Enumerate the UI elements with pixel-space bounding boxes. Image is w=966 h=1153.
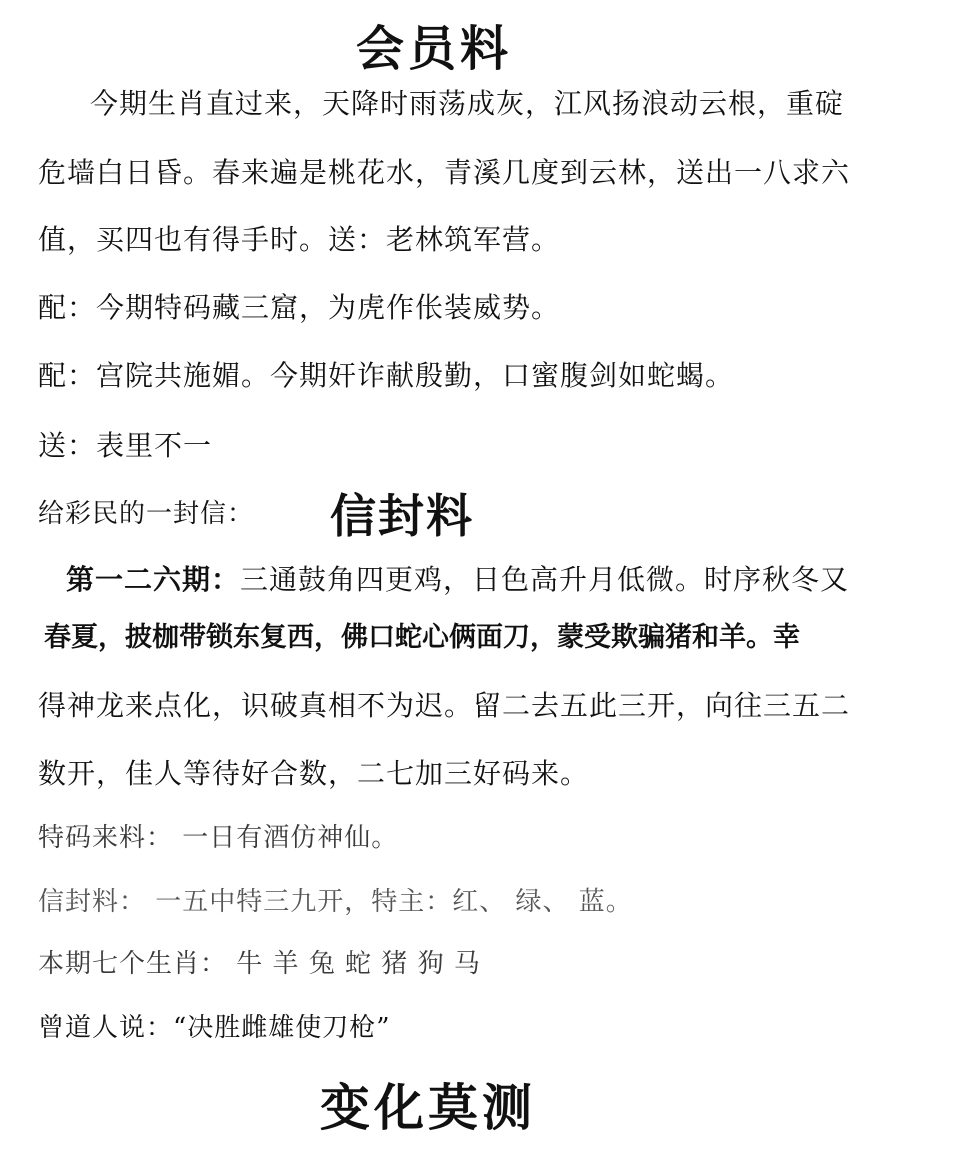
issue-label: 第一二六期： (66, 563, 241, 596)
paragraph-line: 配：宫院共施媚。今期奸诈献殷勤，口蜜腹剑如蛇蝎。 (38, 359, 735, 392)
paragraph-line: 值，买四也有得手时。送：老林筑军营。 (38, 223, 561, 256)
unpredictable-title: 变化莫测 (320, 1079, 536, 1137)
paragraph-line: 信封料： 一五中特三九开，特主：红、 绿、 蓝。 (38, 887, 633, 917)
paragraph-line: 春夏，披枷带锁东复西，佛口蛇心俩面刀，蒙受欺骗猪和羊。幸 (44, 622, 800, 653)
paragraph-line: 今期生肖直过来，天降时雨荡成灰，江风扬浪动云根，重碇 (90, 87, 845, 120)
paragraph-line: 送：表里不一 (38, 429, 213, 462)
paragraph-line (66, 562, 849, 598)
issue-text: 三通鼓角四更鸡，日色高升月低微。时序秋冬又 (240, 563, 850, 596)
paragraph-line: 配：今期特码藏三窟，为虎作伥装威势。 (38, 291, 561, 324)
letter-lead: 给彩民的一封信： (38, 499, 255, 529)
paragraph-line: 特码来料： 一日有酒仿神仙。 (38, 823, 399, 853)
paragraph-line: 危墙白日昏。春来遍是桃花水，青溪几度到云林，送出一八求六 (38, 156, 851, 189)
paragraph-line: 得神龙来点化，识破真相不为迟。留二去五此三开，向往三五二 (38, 689, 851, 722)
paragraph-line: 数开，佳人等待好合数，二七加三好码来。 (38, 757, 590, 790)
envelope-material-title: 信封料 (330, 489, 474, 543)
member-material-title: 会员料 (356, 21, 513, 77)
paragraph-line: 本期七个生肖： 牛 羊 兔 蛇 猪 狗 马 (38, 949, 481, 979)
paragraph-line: 曾道人说：“决胜雌雄使刀枪” (38, 1013, 391, 1043)
